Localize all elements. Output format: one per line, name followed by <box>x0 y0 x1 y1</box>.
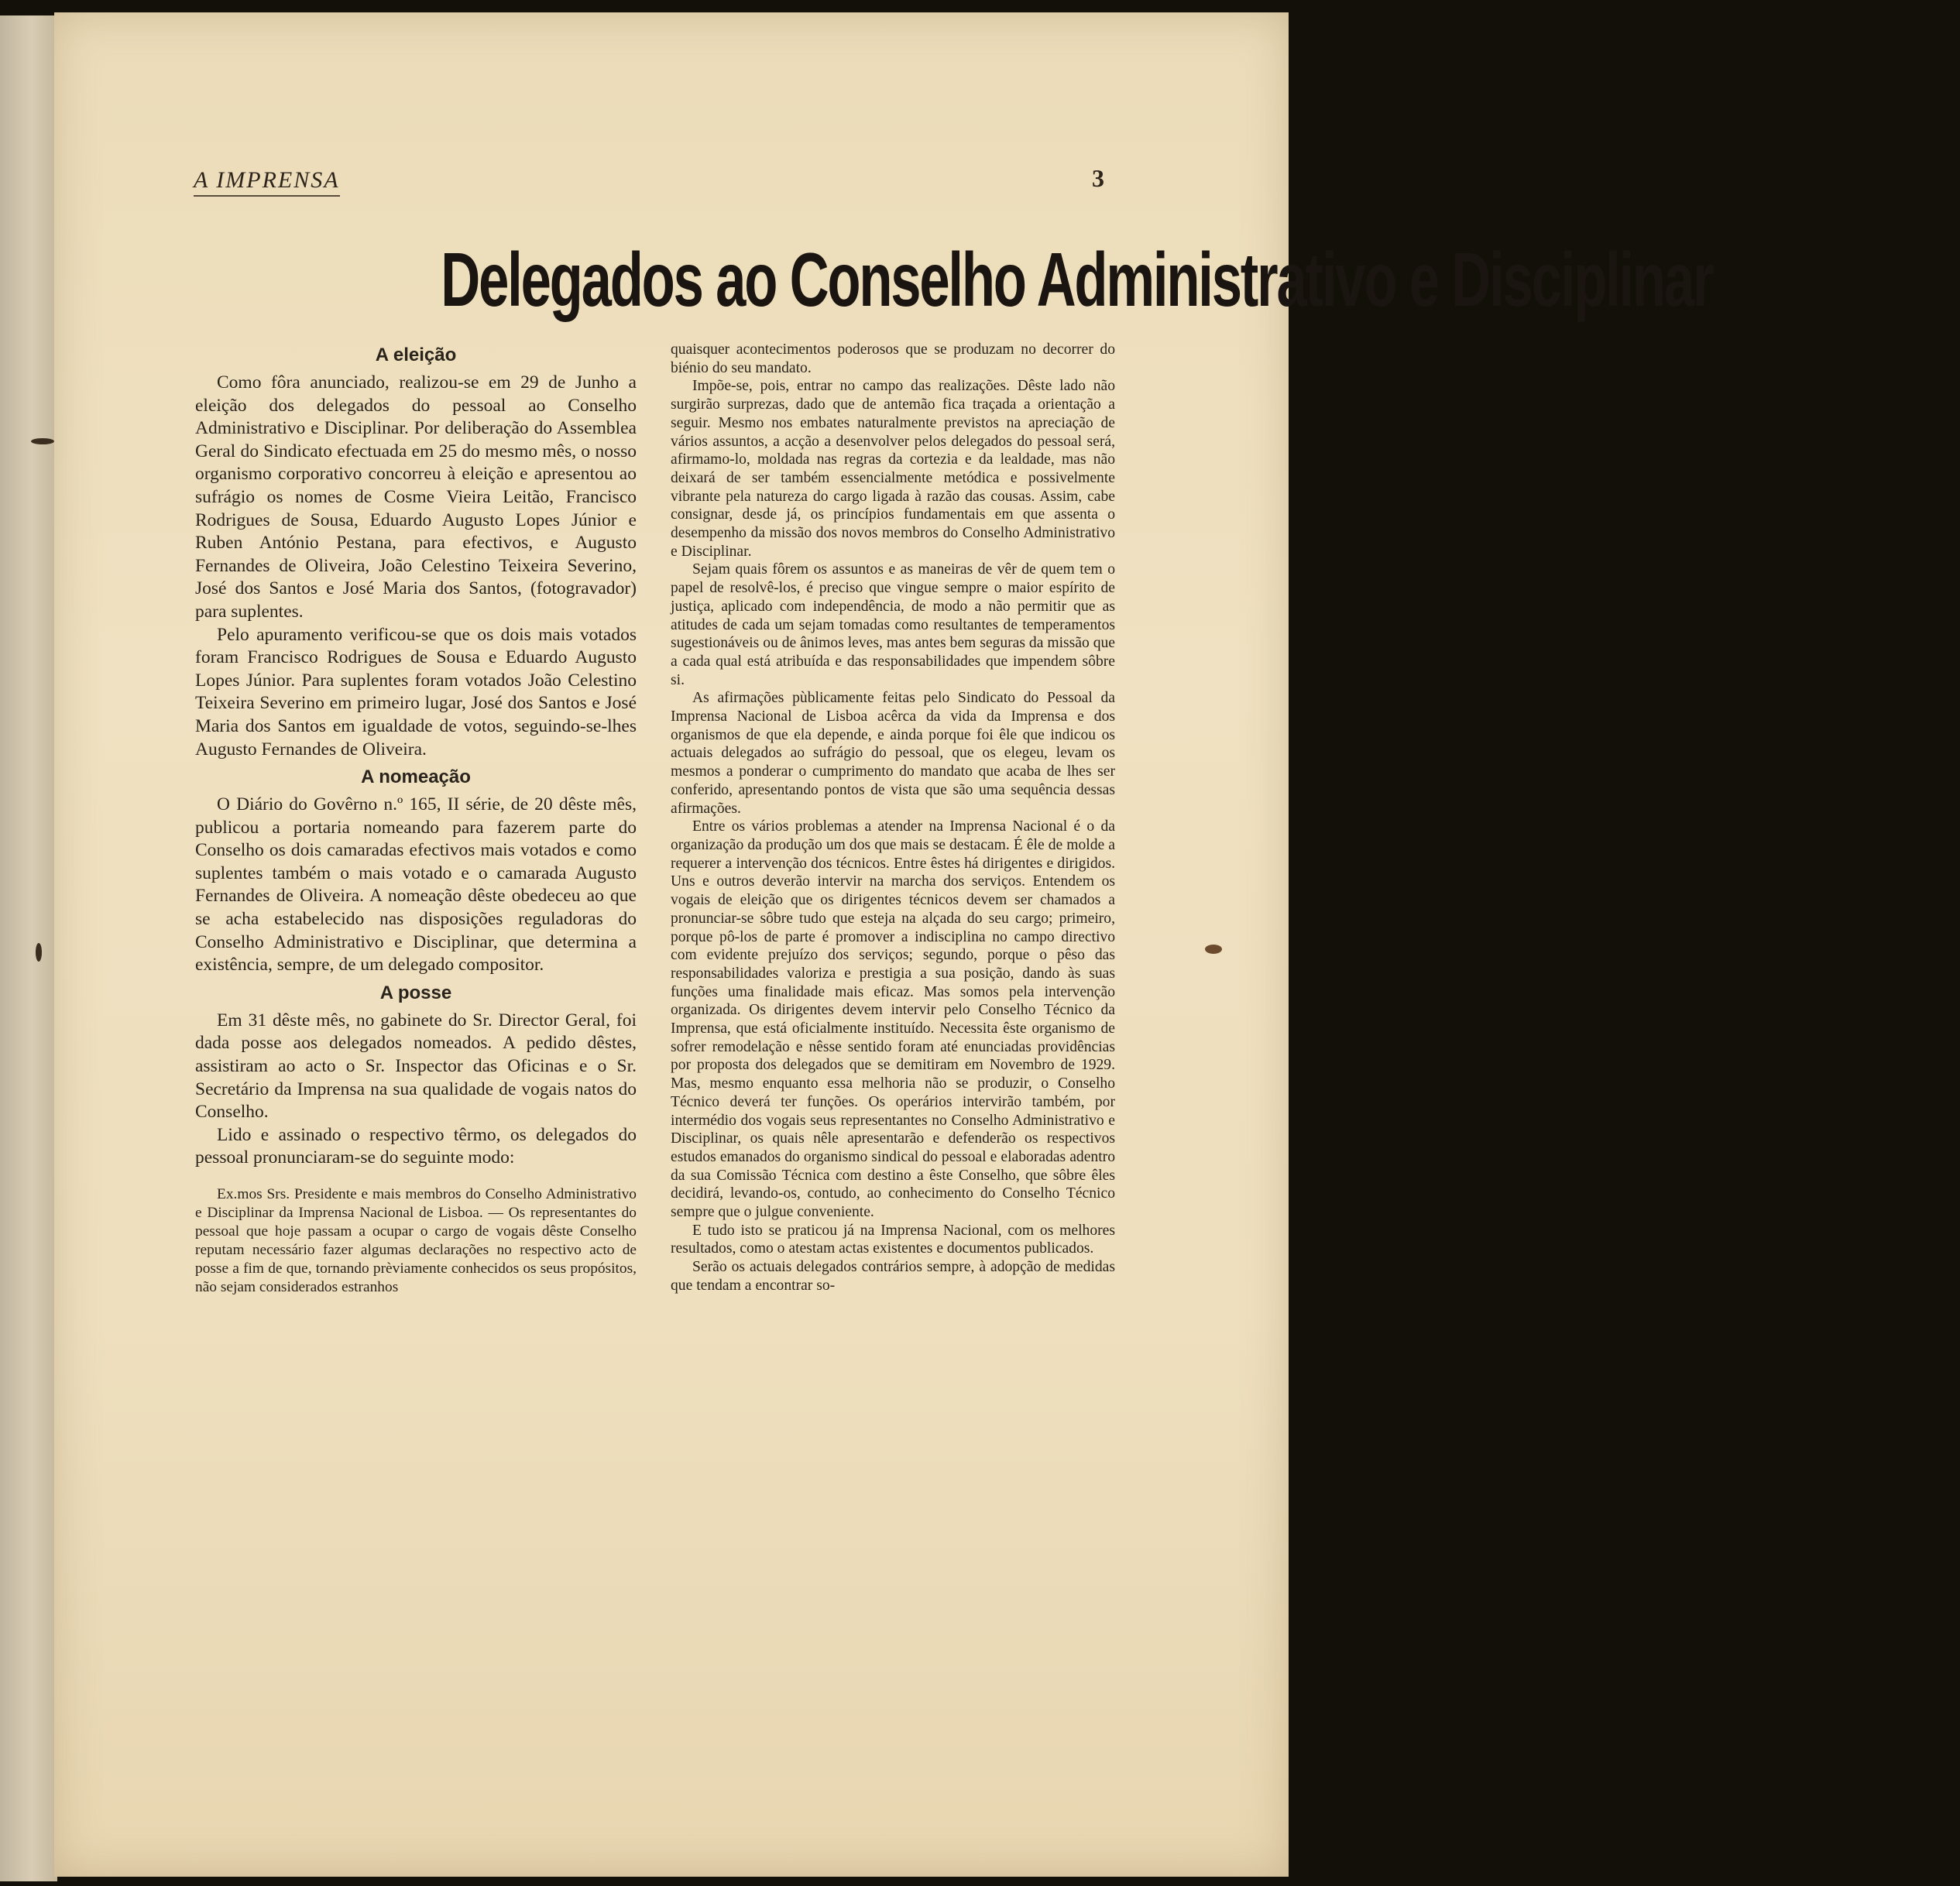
paragraph: E tudo isto se praticou já na Imprensa Nacional, com os melhores resultados, como o atestam actas existentes e documentos publicados. <box>671 1222 1115 1257</box>
paragraph: quaisquer acontecimentos poderosos que se produzam no decorrer do biénio do seu mandato. <box>671 341 1115 376</box>
paragraph: Como fôra anunciado, realizou-se em 29 de Junho a eleição dos delegados do pessoal ao Conselho Administrativo e Disciplinar. Por deliberação do Assemblea Geral do Sindicato efectuada em 25 do mesmo mês, o nosso organismo corporativo concorreu à eleição e apresentou ao sufrágio os nomes de Cosme Vieira Leitão, Francisco Rodrigues de Sousa, Eduardo Augusto Lopes Júnior e Ruben António Pestana, para efectivos, e Augusto Fernandes de Oliveira, João Celestino Teixeira Severino, José dos Santos e José Maria dos Santos, (fotogravador) para suplentes. <box>195 372 637 622</box>
section-heading-posse: A posse <box>379 982 452 1003</box>
ink-blot <box>36 943 42 962</box>
quoted-declaration: Ex.mos Srs. Presidente e mais membros do Conselho Administrativo e Disciplinar da Imprensa Nacional de Lisboa. — Os representantes do pessoal que hoje passam a ocupar o cargo de vogais dêste Conselho reputam necessário fazer algumas declarações no respectivo acto de posse a fim de que, tornando prèviamente conhecidos os seus propósitos, não sejam considerados estranhos <box>195 1186 637 1295</box>
headline <box>194 229 1713 330</box>
paragraph: Sejam quais fôrem os assuntos e as maneiras de vêr de quem tem o papel de resolvê-los, é preciso que vingue sempre o maior espírito de justiça, aplicado com independência, de modo a não permitir que as atitudes de cada um sejam tomadas como resultantes de temperamentos sugestionáveis ou de ânimos leves, mas antes bem seguras da missão que a cada qual está atribuída e das responsabilidades que impendem sôbre si. <box>671 561 1115 688</box>
running-head: A IMPRENSA <box>194 167 340 197</box>
paragraph: Em 31 dêste mês, no gabinete do Sr. Director Geral, foi dada posse aos delegados nomeados. A pedido dêstes, assistiram ao acto o Sr. Inspector das Oficinas e o Sr. Secretário da Imprensa na sua qualidade de vogais natos do Conselho. <box>195 1010 637 1123</box>
section-heading-eleicao: A eleição <box>375 345 457 365</box>
paragraph: Entre os vários problemas a atender na Imprensa Nacional é o da organização da produção um dos que mais se destacam. É êle de molde a requerer a intervenção dos técnicos. Entre êstes há dirigentes e dirigidos. Uns e outros deverão intervir na marcha dos serviços. Entendem os vogais de eleição que os dirigentes técnicos devem ser chamados a pronunciar-se sôbre tudo que esteja na alçada do seu cargo; primeiro, porque pô-los de parte é promover a indisciplina no campo directivo com evidente prejuízo dos serviços; segundo, porque o pêso das responsabilidades valoriza e prestigia a sua posição, dando às suas funções uma finalidade mais eficaz. Mas somos pela intervenção organizada. Os dirigentes devem intervir pelo Conselho Técnico da Imprensa, que está oficialmente instituído. Necessita êste organismo de sofrer remodelação e nêsse sentido foram até enunciadas providências por proposta dos delegados que se demitiram em Novembro de 1929. Mas, mesmo enquanto essa melhoria não se produzir, o Conselho Técnico deverá ter funções. Os operários intervirão também, por intermédio dos vogais seus representantes no Conselho Administrativo e Disciplinar, os quais nêle apresentarão e defenderão os respectivos estudos emanados do organismo sindical do pessoal e elaboradas adentro da sua Comissão Técnica com destino a êste Conselho, que sôbre êles decidirá, levando-os, contudo, ao conhecimento do Conselho Técnico sempre que o julgue conveniente. <box>671 818 1115 1221</box>
paragraph: Pelo apuramento verificou-se que os dois mais votados foram Francisco Rodrigues de Sousa e Eduardo Augusto Lopes Júnior. Para suplentes foram votados João Celestino Teixeira Severino em primeiro lugar, José dos Santos e José Maria dos Santos em igualdade de votos, seguindo-se-lhes Augusto Fernandes de Oliveira. <box>195 624 637 760</box>
page-edge <box>0 15 57 1881</box>
ink-blot <box>31 438 54 444</box>
paragraph: As afirmações pùblicamente feitas pelo Sindicato do Pessoal da Imprensa Nacional de Lisboa acêrca da vida da Imprensa e dos organismos de que ela depende, e ainda porque foi êle que indicou os actuais delegados ao sufrágio do pessoal, que os elegeu, levam os mesmos a ponderar o cumprimento do mandato que acaba de lhes ser conferido, apresentando pontos de vista que são uma sequência dessas afirmações. <box>671 690 1115 817</box>
right-column <box>671 341 1115 1295</box>
paragraph: Lido e assinado o respectivo têrmo, os delegados do pessoal pronunciaram-se do seguinte modo: <box>195 1124 637 1168</box>
page-number: 3 <box>1092 164 1104 192</box>
section-heading-nomeacao: A nomeação <box>361 766 471 788</box>
paragraph: Impõe-se, pois, entrar no campo das realizações. Dêste lado não surgirão surprezas, dado que de antemão fica traçada a orientação a seguir. Mesmo nos embates naturalmente previstos na apreciação de vários assuntos, a acção a desenvolver pelos delegados do pessoal será, afirmamo-lo, moldada nas regras da cortezia e da lealdade, mas não deixará de ser também essencialmente metódica e possivelmente vibrante pela natureza do cargo ligada à razão das cousas. Assim, cabe consignar, desde já, os princípios fundamentais em que assenta o desempenho da missão dos novos membros do Conselho Administrativo e Disciplinar. <box>671 378 1115 560</box>
paragraph: O Diário do Govêrno n.º 165, II série, de 20 dêste mês, publicou a portaria nomeando para fazerem parte do Conselho os dois camaradas efectivos mais votados e como suplentes também o mais votado e o camarada Augusto Fernandes de Oliveira. A nomeação dêste obedeceu ao que se acha estabelecido nas disposições reguladoras do Conselho Administrativo e Disciplinar, que determina a existência, sempre, de um delegado compositor. <box>195 794 637 976</box>
headline-text: Delegados ao Conselho Administrativo e Disciplinar <box>441 237 1713 322</box>
left-column <box>195 341 637 1297</box>
ink-blot <box>1205 945 1222 954</box>
paragraph: Serão os actuais delegados contrários sempre, à adopção de medidas que tendam a encontrar so- <box>671 1259 1115 1294</box>
